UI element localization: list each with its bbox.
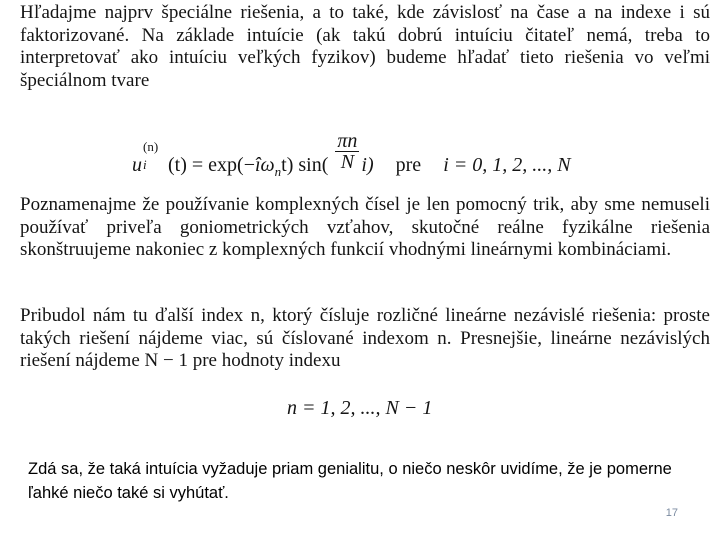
paragraph-complex-note: Poznamenajme že používanie komplexných čísel je len pomocný trik, aby sme nemuseli používať priveľa goniometrických vzťahov, skutočné reálne fyzikálne riešenia skonštruujeme nakoniec z komplexných funkcií vhodnými lineárnymi kombináciami. (20, 194, 710, 260)
eq-fraction (335, 131, 359, 172)
equation-solution-form (132, 132, 571, 184)
eq-index-values-text: n = 1, 2, ..., N − 1 (287, 397, 433, 419)
paragraph-index-n: Pribudol nám tu ďalší index n, ktorý čísluje rozličné lineárne nezávislé riešenia: proste takých riešení nájdeme viac, sú číslované indexom n. Presnejšie, lineárne nezávislých riešení nájdeme N − 1 pre hodnoty indexu (20, 305, 710, 371)
eq-lhs-arg: (t) = exp(− (168, 154, 255, 177)
eq-close: i) (361, 154, 374, 177)
eq-omega: ω (260, 154, 275, 177)
eq-subscript-i: i (143, 157, 147, 173)
eq-u: u (132, 154, 142, 177)
eq-omega-subscript: n (274, 164, 282, 180)
eq-pre: pre (395, 154, 422, 177)
eq-after-omega: t) sin( (281, 154, 329, 177)
slide-note: Zdá sa, že taká intuícia vyžaduje priam genialitu, o niečo neskôr uvidíme, že je pomerne ľahké niečo také si vyhútať. (28, 460, 672, 502)
paragraph-intro: Hľadajme najprv špeciálne riešenia, a to také, kde závislosť na čase a na indexe i sú faktorizované. Na základe intuície (ak takú dobrú intuíciu čitateľ nemá, treba to interpretovať ako intuíciu veľkých fyzikov) budeme hľadať tieto riešenia vo veľmi špeciálnom tvare (20, 2, 710, 91)
eq-superscript-n: (n) (143, 139, 159, 155)
page-number: 17 (665, 507, 678, 519)
eq-fraction-denominator: N (340, 151, 355, 173)
equation-index-values (287, 397, 432, 420)
eq-i-hat: î (254, 154, 261, 177)
eq-range: i = 0, 1, 2, ..., N (443, 154, 571, 177)
eq-fraction-numerator: πn (337, 130, 358, 152)
